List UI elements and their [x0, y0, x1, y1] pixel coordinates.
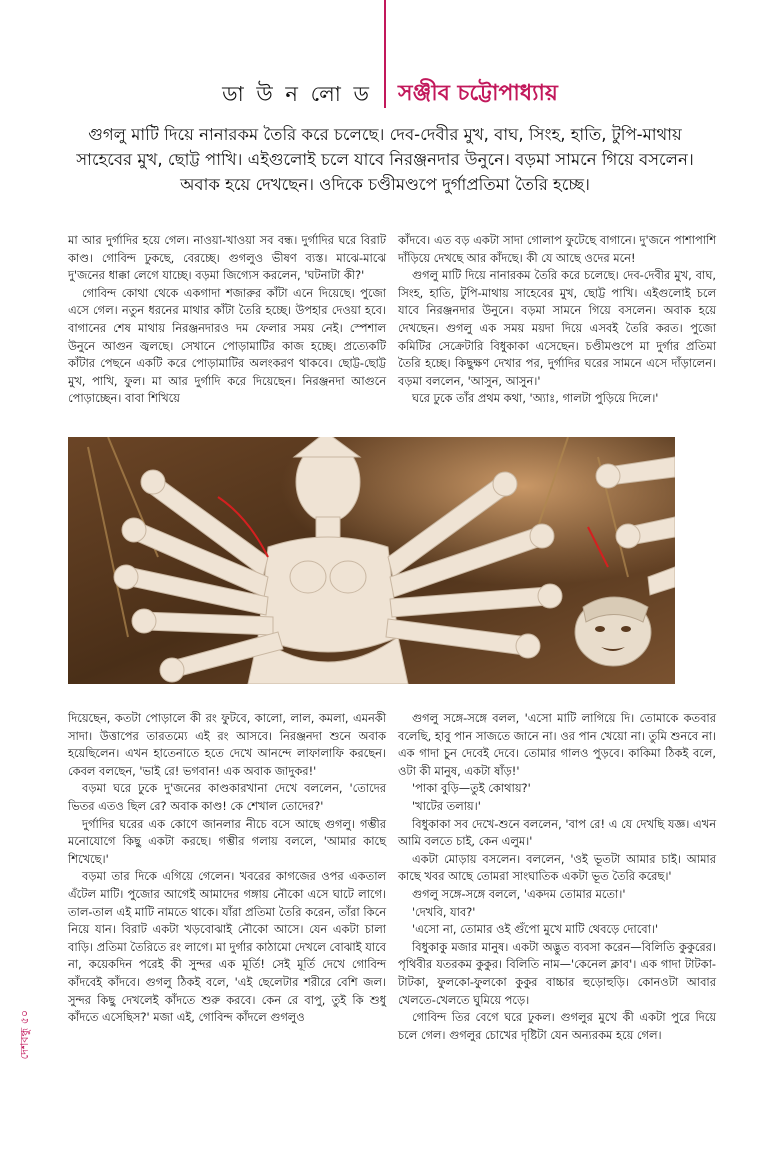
paragraph: ঘরে ঢুকে তাঁর প্রথম কথা, 'অ্যাঃ, গালটা পুড়িয়ে দিলে।' [412, 391, 659, 406]
paragraph: 'দেখবি, যাব?' [412, 904, 476, 919]
paragraph: 'পাকা বুড়ি—তুই কোথায়?' [412, 781, 531, 796]
text-column-top-left [68, 232, 386, 408]
paragraph: একটা মোড়ায় বসলেন। বললেন, 'ওই ভূতটা আমার চাই। আমার কাছে খবর আছে তোমরা সাংঘাতিক একটা ভূত তৈরি করেছ।' [398, 851, 716, 884]
paragraph: বড়মা তার দিকে এগিয়ে গেলেন। খবরের কাগজের ওপর একতাল এঁটেল মাটি। পুজোর আগেই আমাদের গঙ্গায় নৌকো এসে ঘাটে লাগে। তাল-তাল এই মাটি নামতে থাকে। যাঁরা প্রতিমা তৈরি করেন, তাঁরা কিনে নিয়ে যান। বিরাট একটা খড়বোঝাই নৌকো আসে। যেন একটা চালা বাড়ি। প্রতিমা তৈরিতে রং লাগে। মা দুর্গার কাঠামো দেখলে বোঝাই যাবে না, কয়েকদিন পরেই কী সুন্দর এক মূর্তি! সেই মূর্তি দেখে গোবিন্দ কাঁদবেই কাঁদবে। গুগলু ঠিকই বলে, 'এই ছেলেটার শরীরে বেশি জল। সুন্দর কিছু দেখলেই কাঁদতে শুরু করবে। কেন রে বাপু, তুই কি শুধু কাঁদতে এসেছিস?' মজা এই, গোবিন্দ কাঁদলে গুগলুও [68, 869, 386, 1025]
paragraph: গুগলু মাটি দিয়ে নানারকম তৈরি করে চলেছে। দেব-দেবীর মুখ, বাঘ, সিংহ, হাতি, টুপি-মাথায় সাহেবের মুখ, ছোট্ট পাখি। এইগুলোই চলে যাবে নিরঞ্জনদার উনুনে। বড়মা সামনে গিয়ে বসলেন। অবাক হয়ে দেখছেন। গুগলু এক সময় ময়দা দিয়ে এসবই তৈরি করত। পুজো কমিটির সেক্রেটারি বিধুকাকা এসেছেন। চণ্ডীমণ্ডপে মা দুর্গার প্রতিমা তৈরি হচ্ছে। কিছুক্ষণ দেখার পর, দুর্গাদির ঘরের সামনে এসে দাঁড়ালেন। বড়মা বললেন, 'আসুন, আসুন।' [398, 268, 716, 388]
paragraph: মা আর দুর্গাদির হয়ে গেল। নাওয়া-খাওয়া সব বন্ধ। দুর্গাদির ঘরে বিরাট কাণ্ড। গোবিন্দ ঢুকছে, বেরচ্ছে। গুগলুও ভীষণ ব্যস্ত। মাঝে-মাঝে দু'জনের ধাক্কা লেগে যাচ্ছে। বড়মা জিগ্যেস করলেন, 'ঘটনাটা কী?' [68, 233, 386, 283]
durga-idol-photo [68, 437, 675, 684]
paragraph: বিধুকাকা সব দেখে-শুনে বললেন, 'বাপ রে! এ যে দেখছি যজ্ঞ। এখন আমি বলতে চাই, কেন এলুম।' [398, 816, 716, 849]
paragraph: গোবিন্দ তির বেগে ঘরে ঢুকল। গুগলুর মুখে কী একটা পুরে দিয়ে চলে গেল। গুগলুর চোখের দৃষ্টিটা যেন অন্যরকম হয়ে গেল। [398, 1010, 716, 1042]
paragraph: কাঁদবে। এত বড় একটা সাদা গোলাপ ফুটেছে বাগানে। দু'জনে পাশাপাশি দাঁড়িয়ে দেখছে আর কাঁদছে। কী যে আছে ওদের মনে! [398, 233, 716, 265]
paragraph: বিধুকাকু মজার মানুষ। একটা অদ্ভুত ব্যবসা করেন—বিলিতি কুকুরের। পৃথিবীর যতরকম কুকুর। বিলিতি নাম—'কেনেল ক্লাব'। এক গাদা টাটকা-টাটকা, ফুলকো-ফুলকো কুকুর বাচ্চার হুড়োহুড়ি। কোনওটা আবার খেলতে-খেলতে ঘুমিয়ে পড়ে। [398, 939, 716, 1007]
paragraph: গুগলু সঙ্গে-সঙ্গে বলল, 'এসো মাটি লাগিয়ে দি। তোমাকে কতবার বলেছি, হাবু পান সাজতে জানে না। ওর পান খেয়ো না। তুমি শুনবে না। এক গাদা চুন দেবেই দেবে। তোমার গালও পুড়বে। কাকিমা ঠিকই বলে, ওটা কী মানুষ, একটা ষাঁড়!' [398, 711, 716, 778]
header-divider [384, 0, 386, 108]
paragraph: দিয়েছেন, কতটা পোড়ালে কী রং ফুটবে, কালো, লাল, কমলা, এমনকী সাদা। উত্তাপের তারতম্যে এই রং আসবে। নিরঞ্জনদা শুনে অবাক হয়েছিলেন। এখন হাতেনাতে হতে দেখে আনন্দে লাফালাফি করছেন। কেবল বলছেন, 'ভাই রে! ভগবান! এক অবাক জাদুকর!' [68, 711, 386, 778]
paragraph: বড়মা ঘরে ঢুকে দু'জনের কাণ্ডকারখানা দেখে বললেন, 'তোদের ভিতর এতও ছিল রে? অবাক কাণ্ড! কে শেখাল তোদের?' [68, 781, 386, 813]
section-title: ডা উ ন লো ড [222, 82, 372, 106]
text-column-bottom-left [68, 710, 386, 1027]
lead-paragraph: গুগলু মাটি দিয়ে নানারকম তৈরি করে চলেছে। দেব-দেবীর মুখ, বাঘ, সিংহ, হাতি, টুপি-মাথায় সাহেবের মুখ, ছোট্ট পাখি। এইগুলোই চলে যাবে নিরঞ্জনদার উনুনে। বড়মা সামনে গিয়ে বসলেন। অবাক হয়ে দেখছেন। ওদিকে চণ্ডীমণ্ডপে দুর্গাপ্রতিমা তৈরি হচ্ছে। [76, 125, 694, 194]
text-column-bottom-right [398, 710, 716, 1044]
page-folio: দেশবন্ধু ৫০ [18, 1010, 31, 1060]
author-name: সঞ্জীব চট্টোপাধ্যায় [398, 81, 558, 106]
paragraph: গুগলু সঙ্গে-সঙ্গে বললে, 'একদম তোমার মতো।' [412, 886, 626, 901]
paragraph: 'এসো না, তোমার ওই গুঁপো মুখে মাটি থেবড়ে দোবো।' [412, 922, 659, 937]
paragraph: গোবিন্দ কোথা থেকে একগাদা শজারুর কাঁটা এনে দিয়েছে। পুজো এসে গেল। নতুন ধরনের মাথার কাঁটা তৈরি হচ্ছে। উপহার দেওয়া হবে। বাগানের শেষ মাথায় নিরঞ্জনদারও দম ফেলার সময় নেই। স্পেশাল উনুনে আগুন জ্বলছে। সেখানে পোড়ামাটির কাজ হচ্ছে। প্রত্যেকটি কাঁটার পেছনে একটি করে পোড়ামাটির অলংকরণ থাকবে। ছোট্ট-ছোট্ট মুখ, পাখি, ফুল। মা আর দুর্গাদি করে দিয়েছেন। নিরঞ্জনদা আগুনে পোড়াচ্ছেন। বাবা শিখিয়ে [68, 285, 386, 406]
paragraph: 'খাটের তলায়।' [412, 798, 481, 813]
paragraph: দুর্গাদির ঘরের এক কোণে জানলার নীচে বসে আছে গুগলু। গম্ভীর মনোযোগে কিছু একটা করছে। গম্ভীর গলায় বললে, 'আমার কাছে শিখেছে।' [68, 816, 386, 866]
text-column-top-right [398, 232, 716, 408]
